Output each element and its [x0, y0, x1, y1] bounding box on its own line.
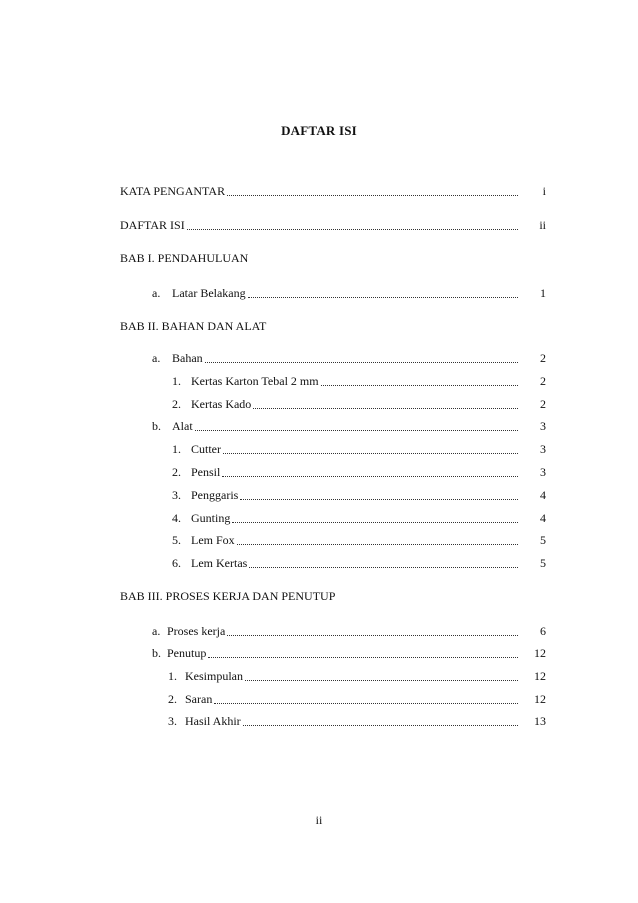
- toc-entry-label: Bahan: [172, 351, 203, 365]
- dot-leader: [222, 475, 518, 477]
- dot-leader: [249, 566, 518, 568]
- toc-entry-kertas-kado[interactable]: [172, 396, 546, 412]
- toc-page-number: 2: [540, 351, 546, 365]
- toc-entry-label: Proses kerja: [167, 624, 226, 638]
- toc-entry-kertas-karton[interactable]: [172, 373, 546, 389]
- toc-entry-kata-pengantar[interactable]: [120, 183, 546, 199]
- toc-page-number: 2: [540, 374, 546, 388]
- dot-leader: [223, 452, 518, 454]
- toc-entry-number: 2.: [168, 692, 177, 706]
- toc-entry-cutter[interactable]: [172, 441, 546, 457]
- dot-leader: [205, 361, 518, 363]
- dot-leader: [240, 498, 518, 500]
- toc-entry-daftar-isi[interactable]: [120, 217, 546, 233]
- dot-leader: [214, 702, 518, 704]
- toc-entry-label: Kesimpulan: [185, 669, 243, 683]
- dot-leader: [245, 679, 518, 681]
- toc-entry-label: KATA PENGANTAR: [120, 184, 226, 198]
- toc-page-number: 6: [540, 624, 546, 638]
- toc-entry-number: 6.: [172, 556, 181, 570]
- chapter-heading-bab-1: BAB I. PENDAHULUAN: [120, 251, 249, 265]
- dot-leader: [243, 724, 518, 726]
- toc-entry-label: Hasil Akhir: [185, 714, 241, 728]
- toc-page-number: 5: [540, 533, 546, 547]
- toc-entry-number: 2.: [172, 397, 181, 411]
- chapter-heading-bab-2: BAB II. BAHAN DAN ALAT: [120, 319, 267, 333]
- toc-page-number: 4: [540, 511, 546, 525]
- toc-entry-number: a.: [152, 624, 161, 638]
- toc-entry-number: 1.: [172, 442, 181, 456]
- toc-entry-number: 5.: [172, 533, 181, 547]
- toc-entry-lem-kertas[interactable]: [172, 555, 546, 571]
- toc-page-number: 3: [540, 442, 546, 456]
- toc-entry-number: b.: [152, 419, 161, 433]
- toc-entry-saran[interactable]: [168, 691, 546, 707]
- toc-entry-number: 1.: [168, 669, 177, 683]
- chapter-heading-bab-3: BAB III. PROSES KERJA DAN PENUTUP: [120, 589, 336, 603]
- toc-entry-label: Pensil: [191, 465, 221, 479]
- toc-entry-label: Kertas Kado: [191, 397, 252, 411]
- toc-entry-gunting[interactable]: [172, 510, 546, 526]
- toc-entry-label: Lem Fox: [191, 533, 235, 547]
- dot-leader: [227, 634, 518, 636]
- dot-leader: [232, 521, 518, 523]
- toc-entry-label: DAFTAR ISI: [120, 218, 185, 232]
- toc-entry-latar-belakang[interactable]: [152, 285, 546, 301]
- toc-entry-label: Latar Belakang: [172, 286, 246, 300]
- toc-entry-number: 3.: [168, 714, 177, 728]
- toc-entry-label: Lem Kertas: [191, 556, 248, 570]
- toc-entry-label: Penggaris: [191, 488, 239, 502]
- toc-page-number: 5: [540, 556, 546, 570]
- toc-page-number: 12: [534, 646, 546, 660]
- toc-entry-number: 2.: [172, 465, 181, 479]
- toc-page-number: 4: [540, 488, 546, 502]
- toc-entry-label: Alat: [172, 419, 193, 433]
- toc-entry-label: Kertas Karton Tebal 2 mm: [191, 374, 319, 388]
- toc-page-number: 13: [534, 714, 546, 728]
- toc-entry-number: a.: [152, 286, 161, 300]
- toc-page-number: 3: [540, 419, 546, 433]
- toc-entry-number: a.: [152, 351, 161, 365]
- dot-leader: [321, 384, 518, 386]
- dot-leader: [195, 429, 518, 431]
- toc-page-number: 1: [540, 286, 546, 300]
- toc-entry-label: Cutter: [191, 442, 221, 456]
- dot-leader: [187, 228, 518, 230]
- dot-leader: [248, 296, 518, 298]
- toc-entry-hasil-akhir[interactable]: [168, 713, 546, 729]
- dot-leader: [208, 656, 518, 658]
- page-title: DAFTAR ISI: [281, 123, 357, 138]
- toc-page-number: 3: [540, 465, 546, 479]
- toc-entry-alat[interactable]: [152, 418, 546, 434]
- toc-entry-label: Saran: [185, 692, 213, 706]
- toc-page-number: ii: [539, 218, 546, 232]
- toc-entry-number: 1.: [172, 374, 181, 388]
- page-number-footer: ii: [315, 813, 323, 827]
- toc-entry-pensil[interactable]: [172, 464, 546, 480]
- toc-entry-label: Penutup: [167, 646, 207, 660]
- toc-entry-penggaris[interactable]: [172, 487, 546, 503]
- toc-page-number: 2: [540, 397, 546, 411]
- toc-page-number: 12: [534, 692, 546, 706]
- toc-entry-penutup[interactable]: [152, 645, 546, 661]
- toc-entry-number: 4.: [172, 511, 181, 525]
- dot-leader: [253, 407, 518, 409]
- toc-entry-lem-fox[interactable]: [172, 532, 546, 548]
- toc-entry-bahan[interactable]: [152, 350, 546, 366]
- toc-entry-label: Gunting: [191, 511, 231, 525]
- toc-entry-number: 3.: [172, 488, 181, 502]
- toc-entry-proses-kerja[interactable]: [152, 623, 546, 639]
- toc-entry-number: b.: [152, 646, 161, 660]
- toc-page-number: 12: [534, 669, 546, 683]
- dot-leader: [237, 543, 518, 545]
- dot-leader: [227, 194, 518, 196]
- toc-entry-kesimpulan[interactable]: [168, 668, 546, 684]
- toc-page-number: i: [542, 184, 546, 198]
